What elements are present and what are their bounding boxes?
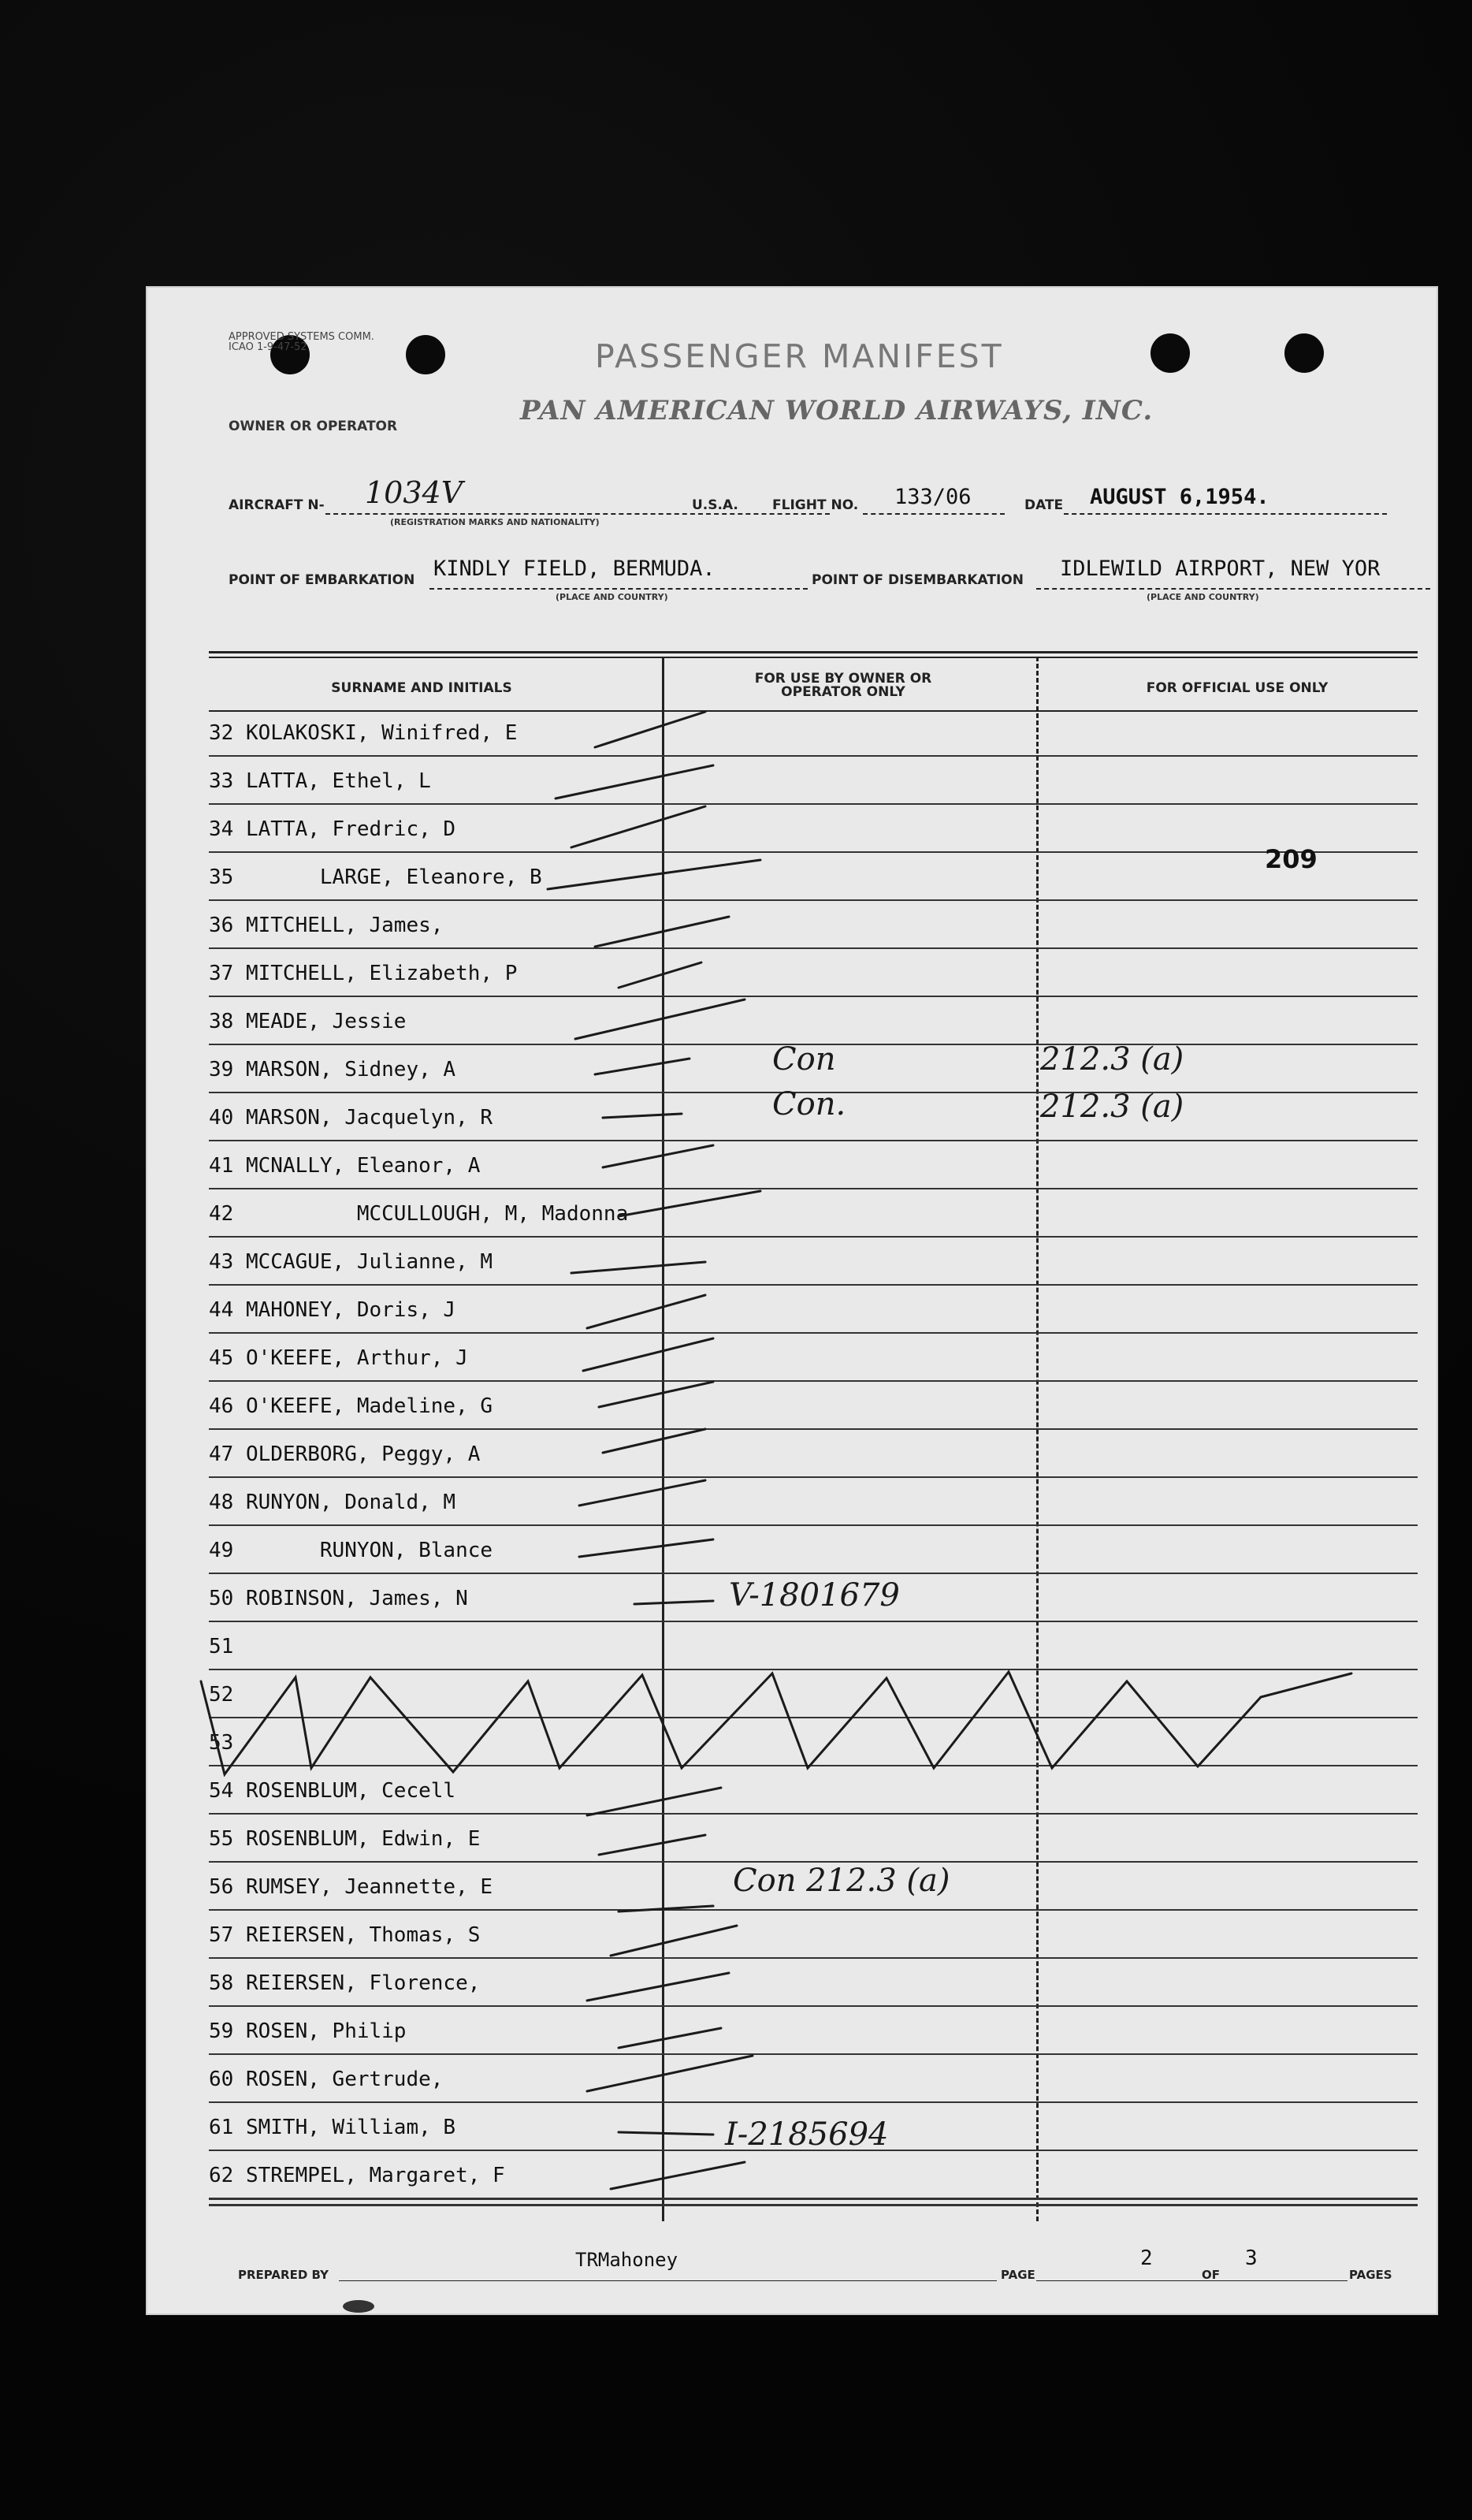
check-stroke — [619, 2028, 721, 2048]
check-stroke — [599, 1835, 705, 1855]
check-stroke — [587, 1295, 705, 1328]
disembarkation-note: (PLACE AND COUNTRY) — [1147, 592, 1259, 602]
flight-label: FLIGHT NO. — [772, 497, 859, 513]
void-zigzag-stroke — [201, 1672, 1351, 1774]
passenger-row: 33 LATTA, Ethel, L — [209, 769, 431, 793]
check-stroke — [587, 1788, 721, 1815]
check-stroke — [603, 1429, 705, 1453]
header-surname: SURNAME AND INITIALS — [331, 680, 512, 696]
passenger-row: 44 MAHONEY, Doris, J — [209, 1298, 456, 1322]
check-stroke — [571, 1262, 705, 1273]
embarkation-value: KINDLY FIELD, BERMUDA. — [433, 556, 716, 581]
check-stroke — [595, 917, 729, 947]
pages-label: PAGES — [1349, 2268, 1392, 2282]
passenger-row: 49 RUNYON, Blance — [209, 1539, 493, 1562]
passenger-row: 34 LATTA, Fredric, D — [209, 817, 456, 841]
passenger-row: 41 MCNALLY, Eleanor, A — [209, 1154, 481, 1178]
check-stroke — [611, 1926, 737, 1956]
aircraft-label: AIRCRAFT N- — [229, 497, 325, 513]
usa-label: U.S.A. — [692, 497, 738, 513]
manifest-sheet — [146, 286, 1438, 2315]
annotation-row39-owner: Con — [772, 1041, 836, 1078]
passenger-row: 47 OLDERBORG, Peggy, A — [209, 1442, 481, 1466]
passenger-row: 39 MARSON, Sidney, A — [209, 1058, 456, 1081]
passenger-row: 60 ROSEN, Gertrude, — [209, 2068, 444, 2091]
printer-stamp — [343, 2300, 374, 2313]
passenger-row: 43 MCCAGUE, Julianne, M — [209, 1250, 493, 1274]
disembarkation-label: POINT OF DISEMBARKATION — [812, 572, 1024, 588]
annotation-row39-official: 212.3 (a) — [1040, 1041, 1184, 1078]
passenger-row: 35 LARGE, Eleanore, B — [209, 865, 542, 889]
check-stroke — [603, 1114, 682, 1118]
aircraft-value: 1034V — [365, 475, 463, 510]
check-stroke — [634, 1601, 713, 1604]
page-label: PAGE — [1001, 2268, 1035, 2282]
passenger-row: 52 — [209, 1683, 234, 1707]
passenger-row: 61 SMITH, William, B — [209, 2116, 456, 2139]
check-stroke — [603, 1145, 713, 1167]
annotation-row50-owner: V-1801679 — [729, 1577, 900, 1614]
annotation-row40-official: 212.3 (a) — [1040, 1089, 1184, 1125]
passenger-row: 53 — [209, 1731, 234, 1755]
passenger-row: 32 KOLAKOSKI, Winifred, E — [209, 721, 518, 745]
check-stroke — [548, 860, 760, 889]
annotation-row56-owner: Con 212.3 (a) — [733, 1863, 950, 1899]
passenger-row: 37 MITCHELL, Elizabeth, P — [209, 962, 518, 985]
check-stroke — [619, 1906, 713, 1911]
official-number: 209 — [1265, 844, 1318, 874]
check-stroke — [571, 806, 705, 847]
embarkation-label: POINT OF EMBARKATION — [229, 572, 415, 588]
passenger-row: 40 MARSON, Jacquelyn, R — [209, 1106, 493, 1130]
check-stroke — [579, 1480, 705, 1506]
of-value: 3 — [1245, 2246, 1258, 2270]
check-stroke — [587, 2056, 753, 2091]
flight-value: 133/06 — [894, 485, 972, 509]
date-label: DATE — [1024, 497, 1064, 513]
passenger-row: 45 O'KEEFE, Arthur, J — [209, 1346, 468, 1370]
page-underline — [1036, 2280, 1347, 2281]
check-stroke — [619, 962, 701, 988]
of-label: OF — [1202, 2268, 1220, 2282]
page-value: 2 — [1140, 2246, 1153, 2270]
check-stroke — [619, 2132, 713, 2135]
passenger-row: 51 — [209, 1635, 234, 1658]
passenger-row: 36 MITCHELL, James, — [209, 914, 444, 937]
form-title: PASSENGER MANIFEST — [595, 337, 1004, 375]
prepared-by-underline — [339, 2280, 997, 2281]
passenger-row: 62 STREMPEL, Margaret, F — [209, 2164, 505, 2187]
check-stroke — [575, 999, 745, 1039]
check-stroke — [599, 1382, 713, 1407]
disembarkation-value: IDLEWILD AIRPORT, NEW YOR — [1060, 556, 1381, 581]
embarkation-note: (PLACE AND COUNTRY) — [556, 592, 668, 602]
passenger-row: 57 REIERSEN, Thomas, S — [209, 1923, 481, 1947]
pen-strokes — [146, 286, 1438, 2315]
passenger-row: 54 ROSENBLUM, Cecell — [209, 1779, 456, 1803]
check-stroke — [611, 2162, 745, 2189]
passenger-row: 46 O'KEEFE, Madeline, G — [209, 1394, 493, 1418]
check-stroke — [587, 1973, 729, 2001]
check-stroke — [583, 1338, 713, 1371]
header-owner-use: FOR USE BY OWNER OR OPERATOR ONLY — [754, 671, 932, 700]
passenger-row: 58 REIERSEN, Florence, — [209, 1971, 481, 1995]
date-value: AUGUST 6,1954. — [1090, 485, 1269, 509]
airline-name: PAN AMERICAN WORLD AIRWAYS, INC. — [520, 395, 1154, 426]
passenger-row: 56 RUMSEY, Jeannette, E — [209, 1875, 493, 1899]
owner-operator-label: OWNER OR OPERATOR — [229, 419, 398, 434]
check-stroke — [579, 1539, 713, 1557]
check-stroke — [595, 712, 705, 747]
passenger-row: 59 ROSEN, Philip — [209, 2019, 407, 2043]
check-stroke — [619, 1191, 760, 1216]
prepared-by-label: PREPARED BY — [238, 2268, 329, 2282]
prepared-by-value: TRMahoney — [575, 2249, 678, 2271]
header-official-use: FOR OFFICIAL USE ONLY — [1146, 680, 1329, 696]
passenger-row: 55 ROSENBLUM, Edwin, E — [209, 1827, 481, 1851]
registration-note: (REGISTRATION MARKS AND NATIONALITY) — [390, 517, 600, 527]
passenger-row: 48 RUNYON, Donald, M — [209, 1491, 456, 1514]
annotation-row61-owner: I-2185694 — [725, 2116, 889, 2153]
passenger-row: 38 MEADE, Jessie — [209, 1010, 407, 1033]
passenger-row: 50 ROBINSON, James, N — [209, 1587, 468, 1610]
annotation-row40-owner: Con. — [772, 1086, 846, 1122]
check-stroke — [556, 765, 713, 798]
check-stroke — [595, 1059, 690, 1074]
approval-note: APPROVED SYSTEMS COMM. ICAO 1-9-47-52 — [229, 331, 374, 353]
passenger-row: 42 MCCULLOUGH, M, Madonna — [209, 1202, 629, 1226]
